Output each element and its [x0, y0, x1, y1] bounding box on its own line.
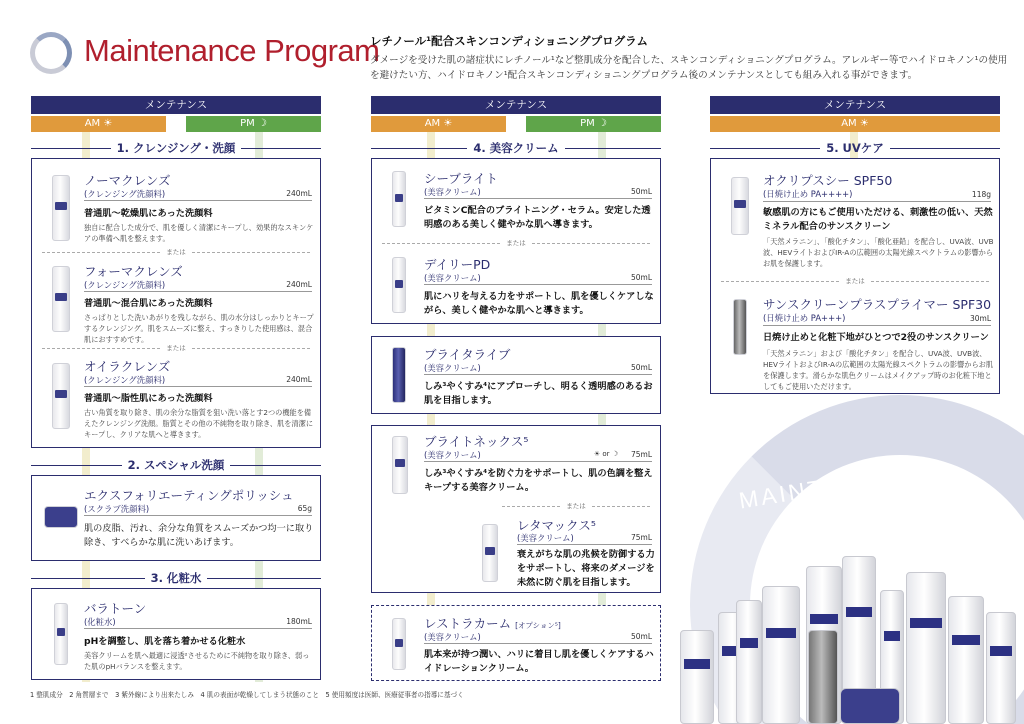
section-heading-cream: 4. 美容クリーム	[371, 140, 661, 156]
column-3	[710, 96, 1000, 132]
product-volume: 180mL	[286, 617, 312, 626]
product-image	[392, 436, 408, 494]
product-image	[52, 363, 70, 429]
product-name: ブライタライブ	[424, 347, 511, 362]
cleansing-box	[31, 158, 321, 448]
maintenance-bar: メンテナンス	[31, 96, 321, 114]
am-or-pm-label: ☀ or ☽	[593, 450, 618, 458]
maintenance-bar: メンテナンス	[710, 96, 1000, 114]
product-type: (クレンジング洗顔料)	[84, 189, 166, 199]
product-name: オクリプスシー SPF50	[763, 173, 893, 188]
product-image	[392, 257, 406, 313]
toner-box	[31, 588, 321, 680]
product-image	[733, 299, 747, 355]
product-volume: 50mL	[630, 273, 652, 282]
product-name: フォーマクレンズ	[84, 264, 183, 279]
product-name: オイラクレンズ	[84, 359, 171, 374]
cream-box-1	[371, 158, 661, 324]
product-image	[482, 524, 498, 582]
product-image	[392, 347, 406, 403]
product-volume: 50mL	[630, 187, 652, 196]
footnote: 1 整肌成分 2 角質層まで 3 紫外線により出来たしみ 4 肌の表面が乾燥してしまう状態のこと 5 使用頻度は医師、医療従事者の指導に基づく	[30, 691, 464, 699]
section-heading-toner: 3. 化粧水	[31, 570, 321, 586]
product-note: 独自に配合した成分で、肌を優しく清潔にキープし、効果的なスキンケアの準備へ肌を整えます。	[84, 223, 314, 243]
product-type: (クレンジング洗顔料)	[84, 280, 166, 290]
product-type: (美容クリーム)	[424, 187, 481, 197]
product-headline: 肌の皮脂、汚れ、余分な角質をスムーズかつ均一に取り除き、すべらかな肌に洗いあげます。	[84, 523, 314, 548]
or-divider: または	[382, 243, 650, 254]
product-headline: しみ³やくすみ⁴を防ぐ力をサポートし、肌の色調を整えキープする美容クリーム。	[424, 468, 653, 493]
product-note: さっぱりとした洗いあがりを残しながら、肌の水分はしっかりとキープするクレンジング。肌をスムーズに整え、すっきりした使用感は、混合肌におすすめです。	[84, 313, 314, 344]
product-image	[392, 171, 406, 227]
product-name: サンスクリーンプラスプライマー SPF30	[763, 297, 992, 312]
cream-box-2	[371, 336, 661, 414]
product-headline: 敏感肌の方にもご使用いただける、刺激性の低い、天然ミネラル配合のサンスクリーン	[763, 207, 993, 232]
product-type: (美容クリーム)	[424, 363, 481, 373]
product-type: (美容クリーム)	[424, 632, 481, 642]
or-divider: または	[42, 348, 310, 359]
product-volume: 240mL	[286, 375, 312, 384]
product-headline: 普通肌～脂性肌にあった洗顔料	[84, 393, 213, 404]
product-volume: 65g	[297, 504, 312, 513]
product-name: エクスフォリエーティングポリッシュ	[84, 488, 294, 503]
lead-title: レチノール¹配合スキンコンディショニングプログラム	[370, 34, 649, 48]
product-type: (化粧水)	[84, 617, 116, 627]
product-headline: pHを調整し、肌を落ち着かせる化粧水	[84, 636, 246, 647]
page-title: Maintenance Program	[84, 33, 380, 68]
product-image	[52, 175, 70, 241]
brand-logo-icon	[30, 32, 72, 74]
product-volume: 50mL	[630, 363, 652, 372]
product-type: (美容クリーム)	[424, 450, 481, 460]
product-volume: 50mL	[630, 632, 652, 641]
product-type: (美容クリーム)	[517, 533, 574, 543]
pm-label: PM ☽	[526, 116, 661, 132]
product-image	[54, 603, 68, 665]
product-headline: しみ³やくすみ⁴にアプローチし、明るく透明感のあるお肌を目指します。	[424, 381, 653, 406]
pm-label: PM ☽	[186, 116, 321, 132]
product-type: (日焼け止め PA+++)	[763, 313, 846, 323]
product-volume: 240mL	[286, 280, 312, 289]
section-heading-special-wash: 2. スペシャル洗顔	[31, 457, 321, 473]
product-volume: 240mL	[286, 189, 312, 198]
or-divider: または	[502, 506, 650, 517]
or-divider: または	[42, 252, 310, 263]
section-heading-uv: 5. UVケア	[710, 140, 1000, 156]
am-label: AM ☀	[371, 116, 506, 132]
product-type: (スクラブ洗顔料)	[84, 504, 150, 514]
product-type: (日焼け止め PA++++)	[763, 189, 853, 199]
product-headline: 普通肌～混合肌にあった洗顔料	[84, 298, 213, 309]
special-wash-box	[31, 475, 321, 561]
product-volume: 118g	[971, 190, 991, 199]
product-headline: ビタミンC配合のブライトニング・セラム。安定した透明感のある美しく健やかな肌へ導きます。	[424, 205, 651, 230]
product-headline: 日焼け止めと化粧下地がひとつで2役のサンスクリーン	[763, 332, 989, 343]
product-headline: 普通肌～乾燥肌にあった洗顔料	[84, 208, 213, 219]
column-2	[371, 96, 661, 132]
product-headline: 肌本来が持つ潤い、ハリに着目し肌を優しくケアするハイドレーションクリーム。	[424, 649, 654, 674]
lead-text: ダメージを受けた肌の諸症状にレチノール¹など整肌成分を配合した、スキンコンディショニングプログラム。アレルギー等でハイドロキノン¹の使用を避けたい方、ハイドロキノン¹配合スキンコンディショニングプログラム後のメンテナンスとしても組み入れる事ができます。	[370, 55, 1008, 81]
product-volume: 30mL	[969, 314, 991, 323]
product-name: バラトーン	[84, 601, 147, 616]
product-note: 「天然メラニン」および「酸化チタン」を配合し、UVA波、UVB波、HEVライトおよびIR-Aの広範囲の太陽光線スペクトラムの影響からお肌を保護します。滑らかな肌色クリームはメイクアップ時のお化粧下地としてもご使用いただけます。	[763, 349, 994, 391]
product-note: 美容クリームを肌へ最適に浸透²させるために不純物を取り除き、弱った肌のpHバランスを整えます。	[84, 651, 310, 671]
product-name: デイリーPD	[424, 257, 491, 272]
product-image	[44, 506, 78, 528]
product-volume: 75mL	[630, 533, 652, 542]
product-type: (美容クリーム)	[424, 273, 481, 283]
column-1	[31, 96, 321, 132]
am-label: AM ☀	[31, 116, 166, 132]
product-image	[731, 177, 749, 235]
am-label: AM ☀	[710, 116, 1000, 132]
optional-badge: [オプション⁵]	[515, 621, 561, 630]
product-name: ノーマクレンズ	[84, 173, 171, 188]
product-name: レストラカーム [オプション⁵]	[424, 616, 561, 631]
product-note: 「天然メラニン」、「酸化チタン」、「酸化亜鉛」を配合し、UVA波、UVB波、HEVライトおよびIR-Aの広範囲の太陽光線スペクトラムの影響からお肌を保護します。	[763, 237, 994, 268]
maintenance-watermark: MAINTENANCE	[737, 456, 940, 514]
or-divider: または	[721, 281, 989, 292]
section-heading-cleansing: 1. クレンジング・洗顔	[31, 140, 321, 156]
cream-box-3	[371, 425, 661, 593]
product-image	[52, 266, 70, 332]
maintenance-bar: メンテナンス	[371, 96, 661, 114]
cream-box-optional	[371, 605, 661, 681]
product-name: シーブライト	[424, 171, 499, 186]
product-image	[392, 618, 406, 670]
product-type: (クレンジング洗顔料)	[84, 375, 166, 385]
product-note: 古い角質を取り除き、肌の余分な脂質を狙い洗い落とす2つの機能を備えたクレンジング洗顔。脂質とその他の不純物を取り除き、肌を清潔にキープし、クリアな肌へと導きます。	[84, 408, 314, 439]
uv-box	[710, 158, 1000, 394]
product-name: レタマックス⁵	[517, 518, 596, 533]
product-volume: 75mL	[630, 450, 652, 459]
product-headline: 衰えがちな肌の兆候を防御する力をサポートし、将来のダメージを未然に防ぐ肌を目指します。	[517, 549, 655, 588]
product-headline: 肌にハリを与える力をサポートし、肌を優しくケアしながら、美しく健やかな肌へと導きます。	[424, 291, 654, 316]
product-name: ブライトネックス⁵	[424, 434, 529, 449]
